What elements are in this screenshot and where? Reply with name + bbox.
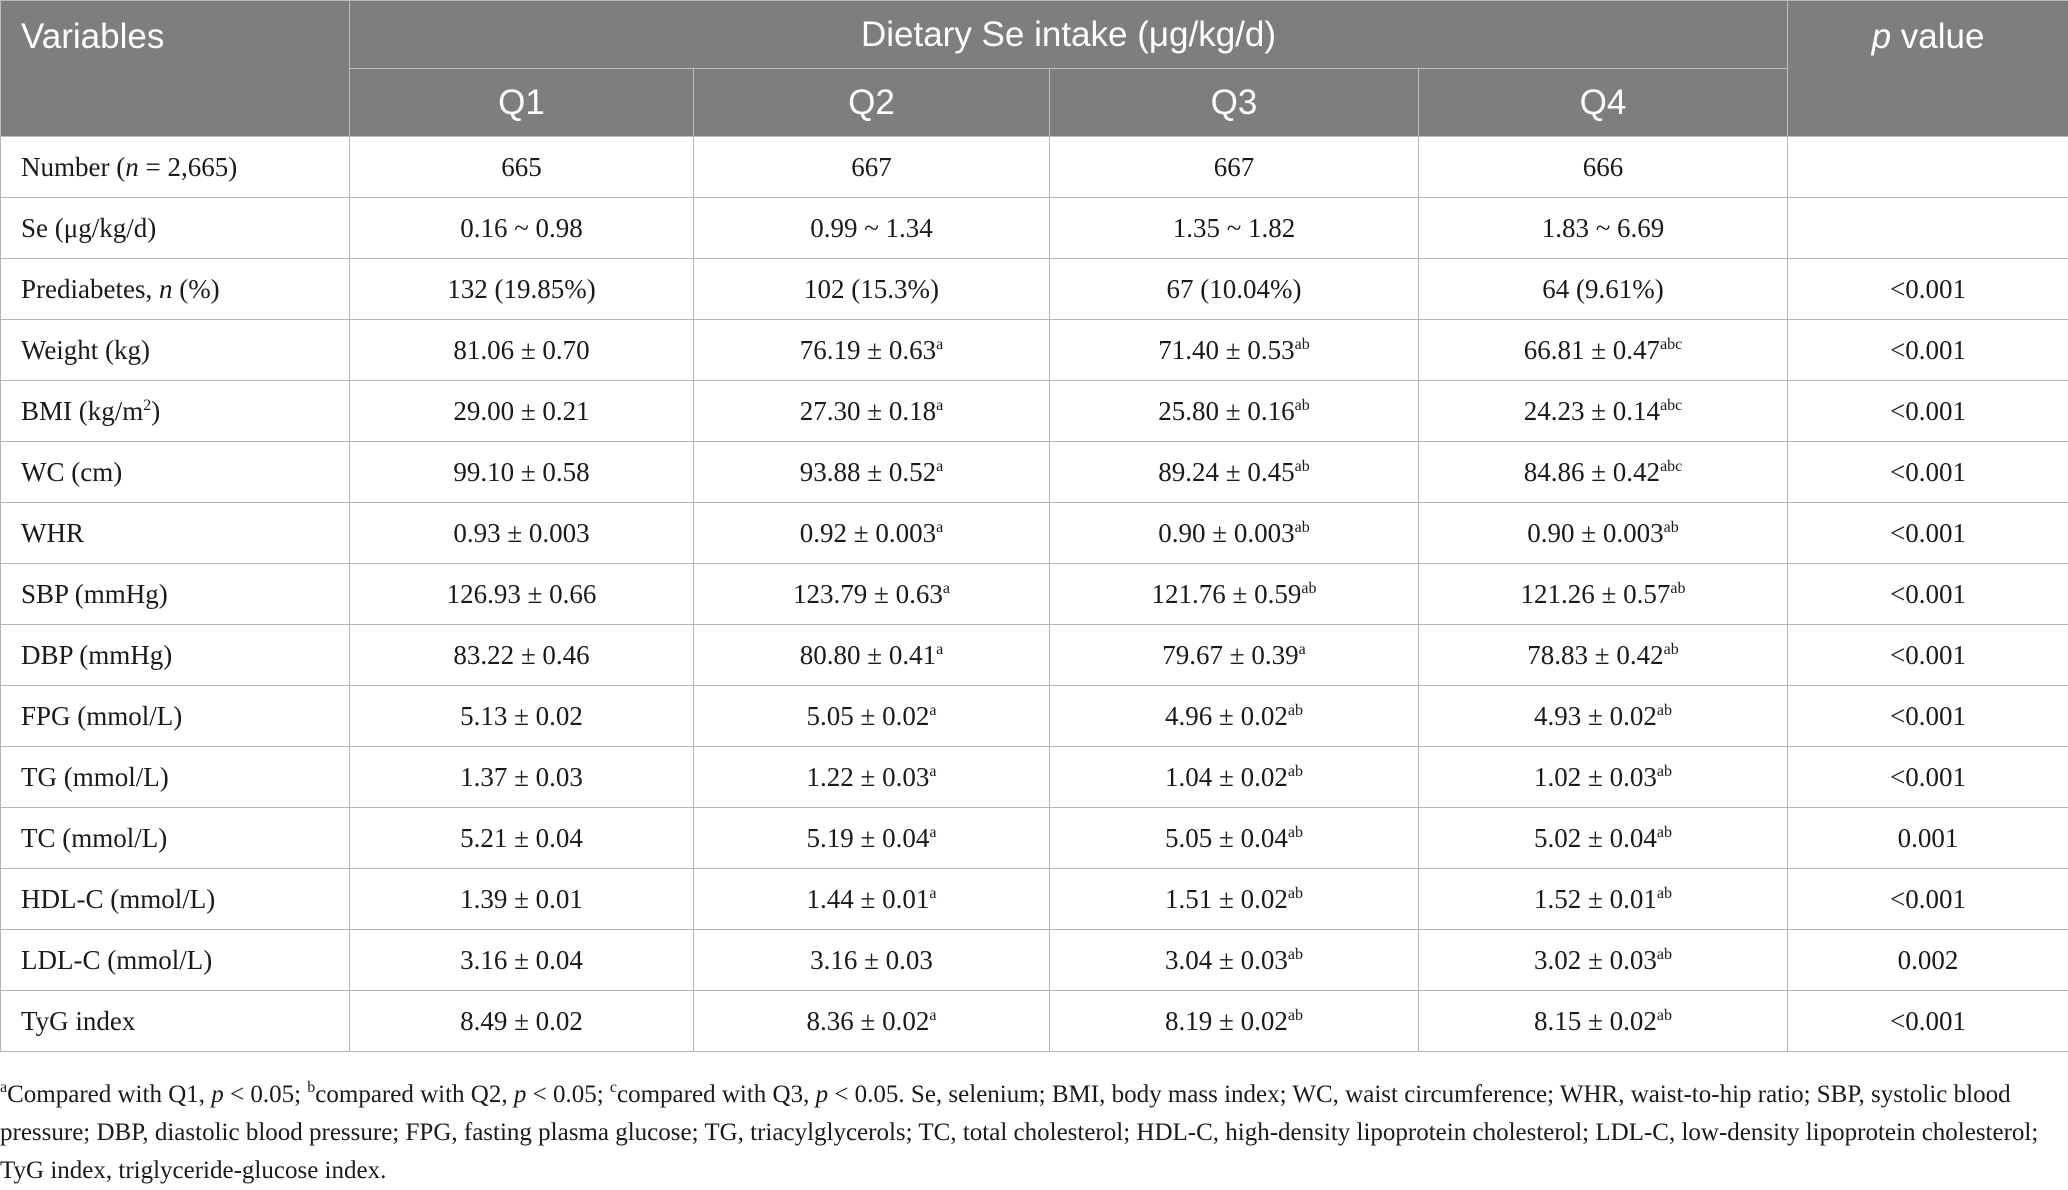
cell-q3: [1050, 991, 1419, 1052]
row-label-tail: ): [151, 395, 161, 426]
row-label: [1, 747, 350, 808]
cell-q1-value: 83.22 ± 0.46: [453, 639, 590, 670]
cell-q2: [694, 747, 1050, 808]
cell-q3-value: 667: [1213, 151, 1255, 182]
cell-q2-value: 1.44 ± 0.01: [806, 883, 930, 914]
cell-q3-value: 71.40 ± 0.53: [1158, 334, 1295, 365]
cell-p-value: <0.001: [1788, 686, 2068, 747]
cell-q4: [1419, 869, 1788, 930]
cell-q4-sup: abc: [1660, 396, 1683, 414]
cell-q4-sup: abc: [1660, 335, 1683, 353]
cell-q4: [1419, 198, 1788, 259]
cell-q2: [694, 381, 1050, 442]
row-label: [1, 564, 350, 625]
cell-q2-sup: a: [936, 396, 944, 414]
row-label: [1, 930, 350, 991]
cell-q4-value: 1.02 ± 0.03: [1534, 761, 1657, 792]
cell-q3-value: 1.51 ± 0.02: [1165, 883, 1288, 914]
cell-q2-value: 8.36 ± 0.02: [806, 1005, 930, 1036]
cell-q3: [1050, 259, 1419, 320]
footnote-part2: < 0.05;: [223, 1081, 308, 1108]
cell-q3: [1050, 686, 1419, 747]
cell-q4-sup: ab: [1656, 1006, 1672, 1024]
header-q2: Q2: [694, 69, 1050, 137]
cell-q4-value: 78.83 ± 0.42: [1527, 639, 1664, 670]
footnote-part1: Compared with Q1,: [7, 1081, 212, 1108]
cell-q4-value: 84.86 ± 0.42: [1523, 456, 1661, 487]
header-q3: Q3: [1050, 69, 1419, 137]
cell-q1: [350, 137, 694, 198]
row-label-text: LDL-C (mmol/L): [21, 944, 213, 975]
table-row: [1, 747, 2068, 808]
cell-q2-value: 76.19 ± 0.63: [799, 334, 937, 365]
cell-q3-value: 5.05 ± 0.04: [1165, 822, 1288, 853]
footnote-sup-c: c: [609, 1079, 618, 1096]
cell-p-value: <0.001: [1788, 991, 2068, 1052]
table-row: [1, 137, 2068, 198]
cell-q2: [694, 564, 1050, 625]
cell-q4-value: 1.83 ~ 6.69: [1541, 212, 1665, 243]
footnote-p1: p: [211, 1081, 224, 1108]
cell-p-value: [1788, 198, 2068, 259]
cell-q3-value: 3.04 ± 0.03: [1165, 944, 1288, 975]
cell-q1-value: 665: [501, 151, 542, 182]
cell-q2-value: 1.22 ± 0.03: [806, 761, 930, 792]
cell-q2-sup: a: [936, 640, 944, 658]
row-label-italic: n: [125, 151, 139, 182]
cell-q3: [1050, 808, 1419, 869]
cell-p-value: <0.001: [1788, 625, 2068, 686]
cell-q4-value: 1.52 ± 0.01: [1534, 883, 1657, 914]
cell-q2-value: 80.80 ± 0.41: [799, 639, 937, 670]
row-label: [1, 320, 350, 381]
cell-q2: [694, 198, 1050, 259]
row-label-text: Weight (kg): [21, 334, 151, 365]
footnote-sup-b: b: [307, 1079, 316, 1096]
cell-q4-sup: ab: [1656, 945, 1672, 963]
table-row: [1, 808, 2068, 869]
cell-q1: [350, 930, 694, 991]
row-label-text: Number (: [21, 151, 126, 182]
footnote-p3: p: [815, 1081, 829, 1108]
cell-q2-sup: a: [929, 884, 937, 902]
cell-q2-value: 27.30 ± 0.18: [799, 395, 937, 426]
cell-q2-value: 123.79 ± 0.63: [793, 578, 943, 609]
row-label: [1, 259, 350, 320]
footnote-part5: compared with Q3,: [617, 1081, 816, 1108]
cell-q4-sup: ab: [1656, 823, 1672, 841]
cell-q3-sup: ab: [1294, 518, 1310, 536]
cell-p-value: <0.001: [1788, 747, 2068, 808]
cell-q3-sup: ab: [1287, 823, 1303, 841]
cell-q3-sup: ab: [1287, 701, 1303, 719]
cell-p-value: <0.001: [1788, 320, 2068, 381]
cell-q3-sup: ab: [1287, 945, 1303, 963]
row-label-text: TG (mmol/L): [21, 761, 169, 792]
cell-q2-sup: a: [936, 457, 944, 475]
cell-q2: [694, 442, 1050, 503]
header-p-italic: p: [1871, 17, 1892, 56]
cell-q3-value: 89.24 ± 0.45: [1158, 456, 1295, 487]
table-row: [1, 869, 2068, 930]
row-label-text: WC (cm): [21, 456, 123, 487]
cell-q4-value: 666: [1582, 151, 1624, 182]
table-row: [1, 259, 2068, 320]
header-group: Dietary Se intake (μg/kg/d): [350, 1, 1788, 69]
table-row: [1, 198, 2068, 259]
cell-q4: [1419, 564, 1788, 625]
cell-q4-value: 3.02 ± 0.03: [1534, 944, 1657, 975]
cell-q1: [350, 503, 694, 564]
cell-p-value: 0.001: [1788, 808, 2068, 869]
table-row: [1, 930, 2068, 991]
cell-q1-value: 5.13 ± 0.02: [460, 700, 583, 731]
row-label-text: DBP (mmHg): [21, 639, 173, 670]
row-label-text: HDL-C (mmol/L): [21, 883, 216, 914]
cell-q1-value: 1.37 ± 0.03: [460, 761, 583, 792]
cell-q2: [694, 320, 1050, 381]
cell-q1: [350, 320, 694, 381]
cell-q2: [694, 259, 1050, 320]
header-q1: Q1: [350, 69, 694, 137]
cell-q2-value: 102 (15.3%): [804, 273, 939, 304]
cell-q4-value: 64 (9.61%): [1542, 273, 1664, 304]
cell-q3: [1050, 747, 1419, 808]
cell-q4: [1419, 991, 1788, 1052]
cell-p-value: [1788, 137, 2068, 198]
cell-q1: [350, 869, 694, 930]
cell-q4: [1419, 747, 1788, 808]
cell-p-value: <0.001: [1788, 869, 2068, 930]
cell-q4-sup: ab: [1656, 762, 1672, 780]
cell-q1-value: 1.39 ± 0.01: [460, 883, 583, 914]
row-label-text: Prediabetes,: [21, 273, 159, 304]
cell-q1: [350, 259, 694, 320]
footnote-p2: p: [513, 1081, 527, 1108]
cell-q3: [1050, 137, 1419, 198]
cell-q4-value: 66.81 ± 0.47: [1523, 334, 1661, 365]
cell-q4-value: 4.93 ± 0.02: [1534, 700, 1657, 731]
cell-q3-value: 25.80 ± 0.16: [1158, 395, 1295, 426]
row-label-text: FPG (mmol/L): [21, 700, 183, 731]
cell-q3-sup: ab: [1301, 579, 1317, 597]
cell-q2-value: 3.16 ± 0.03: [810, 944, 933, 975]
cell-q3-sup: a: [1298, 640, 1306, 658]
cell-q4: [1419, 503, 1788, 564]
cell-q4: [1419, 320, 1788, 381]
cell-q1-value: 29.00 ± 0.21: [453, 395, 590, 426]
cell-q4: [1419, 625, 1788, 686]
row-label-text: TC (mmol/L): [21, 822, 168, 853]
cell-q2-sup: a: [929, 1006, 937, 1024]
cell-q1-value: 0.93 ± 0.003: [453, 517, 590, 548]
cell-q2: [694, 625, 1050, 686]
row-label: [1, 503, 350, 564]
row-label: [1, 442, 350, 503]
row-label-text: WHR: [21, 517, 84, 548]
row-label: [1, 869, 350, 930]
cell-q2-sup: a: [929, 762, 937, 780]
cell-q3-sup: ab: [1294, 335, 1310, 353]
header-q4: Q4: [1419, 69, 1788, 137]
cell-q4: [1419, 930, 1788, 991]
header-variables: Variables: [1, 1, 350, 137]
footnote-sup-a: a: [0, 1079, 8, 1096]
cell-q1: [350, 198, 694, 259]
row-label: [1, 625, 350, 686]
cell-q1-value: 132 (19.85%): [447, 273, 596, 304]
cell-q3-value: 4.96 ± 0.02: [1165, 700, 1288, 731]
cell-q3-sup: ab: [1294, 396, 1310, 414]
cell-q2: [694, 808, 1050, 869]
table-row: [1, 442, 2068, 503]
cell-q4-sup: ab: [1656, 701, 1672, 719]
cell-q1-value: 81.06 ± 0.70: [453, 334, 590, 365]
row-label: [1, 381, 350, 442]
footnote-part6: < 0.05. Se, selenium; BMI, body mass index; WC, waist circumference; WHR, waist-to-hip ratio; SBP, systolic blood pressure; DBP, diastolic blood pressure; FPG, fasting plasma glucose; TG, triacylglycerols; TC, total cholesterol; HDL-C, high-density lipoprotein cholesterol; LDL-C, low-density lipoprotein cholesterol; TyG index, triglyceride-glucose index.: [0, 1081, 2039, 1184]
cell-q4-value: 121.26 ± 0.57: [1520, 578, 1671, 609]
cell-q4-sup: ab: [1670, 579, 1686, 597]
cell-q3-sup: ab: [1287, 884, 1303, 902]
cell-q3-value: 1.04 ± 0.02: [1165, 761, 1288, 792]
row-label-text: SBP (mmHg): [21, 578, 168, 609]
row-label-sup: 2: [143, 396, 152, 414]
header-p-value: [1788, 1, 2068, 137]
cell-q3-sup: ab: [1294, 457, 1310, 475]
cell-q1-value: 5.21 ± 0.04: [460, 822, 583, 853]
footnote-part3: compared with Q2,: [315, 1081, 514, 1108]
table-row: [1, 991, 2068, 1052]
row-label: [1, 991, 350, 1052]
cell-q4-sup: abc: [1660, 457, 1683, 475]
header-p-rest: value: [1891, 17, 1985, 56]
cell-q1: [350, 808, 694, 869]
table-row: [1, 381, 2068, 442]
row-label-tail: = 2,665): [138, 151, 238, 182]
cell-q1-value: 0.16 ~ 0.98: [460, 212, 583, 243]
cell-q3: [1050, 564, 1419, 625]
cell-q4: [1419, 442, 1788, 503]
cell-q3-value: 67 (10.04%): [1166, 273, 1302, 304]
row-label: [1, 137, 350, 198]
row-label: [1, 808, 350, 869]
cell-q2-sup: a: [936, 518, 944, 536]
cell-q2: [694, 503, 1050, 564]
cell-q3: [1050, 869, 1419, 930]
cell-q2-value: 5.19 ± 0.04: [806, 822, 930, 853]
cell-q4-sup: ab: [1663, 518, 1679, 536]
cell-q3-value: 8.19 ± 0.02: [1165, 1005, 1288, 1036]
cell-q2: [694, 137, 1050, 198]
cell-q3: [1050, 198, 1419, 259]
cell-q3: [1050, 442, 1419, 503]
table-body: [1, 137, 2068, 1052]
cell-q4: [1419, 808, 1788, 869]
cell-p-value: <0.001: [1788, 381, 2068, 442]
cell-q1: [350, 686, 694, 747]
cell-q1: [350, 991, 694, 1052]
cell-q4: [1419, 686, 1788, 747]
row-label: [1, 686, 350, 747]
cell-q2-value: 0.99 ~ 1.34: [810, 212, 933, 243]
row-label-text: BMI (kg/m: [21, 395, 144, 426]
cell-q4-value: 5.02 ± 0.04: [1534, 822, 1657, 853]
cell-q1-value: 3.16 ± 0.04: [460, 944, 583, 975]
row-label: [1, 198, 350, 259]
cell-q3: [1050, 503, 1419, 564]
cell-q2-value: 667: [851, 151, 892, 182]
cell-p-value: <0.001: [1788, 259, 2068, 320]
cell-q2: [694, 991, 1050, 1052]
table-row: [1, 625, 2068, 686]
cell-q2-sup: a: [929, 701, 937, 719]
cell-q3-value: 0.90 ± 0.003: [1158, 517, 1295, 548]
table-footnote: [0, 1076, 2060, 1190]
cell-q4: [1419, 381, 1788, 442]
cell-q4-sup: ab: [1663, 640, 1679, 658]
cell-q3: [1050, 320, 1419, 381]
cell-q3-value: 121.76 ± 0.59: [1151, 578, 1302, 609]
cell-q1: [350, 747, 694, 808]
cell-q2: [694, 686, 1050, 747]
cell-q3: [1050, 930, 1419, 991]
cell-q3: [1050, 625, 1419, 686]
cell-q1: [350, 625, 694, 686]
cell-q3-sup: ab: [1287, 762, 1303, 780]
table-row: [1, 686, 2068, 747]
cell-q2-sup: a: [942, 579, 950, 597]
row-label-italic: n: [158, 273, 173, 304]
table-row: [1, 564, 2068, 625]
cell-q2-sup: a: [929, 823, 937, 841]
row-label-text: TyG index: [21, 1005, 136, 1036]
cell-q1: [350, 381, 694, 442]
cell-q4-value: 8.15 ± 0.02: [1534, 1005, 1657, 1036]
cell-q2-sup: a: [936, 335, 944, 353]
cell-q4: [1419, 259, 1788, 320]
cell-q2: [694, 869, 1050, 930]
cell-q2-value: 93.88 ± 0.52: [799, 456, 937, 487]
table-row: [1, 503, 2068, 564]
cell-q3-value: 79.67 ± 0.39: [1162, 639, 1299, 670]
cell-q1-value: 126.93 ± 0.66: [446, 578, 597, 609]
cell-q3: [1050, 381, 1419, 442]
cell-q3-sup: ab: [1287, 1006, 1303, 1024]
cell-p-value: 0.002: [1788, 930, 2068, 991]
cell-q2: [694, 930, 1050, 991]
row-label-text: Se (μg/kg/d): [21, 212, 157, 243]
cell-q1: [350, 442, 694, 503]
cell-q1: [350, 564, 694, 625]
cell-p-value: <0.001: [1788, 564, 2068, 625]
footnote-part4: < 0.05;: [526, 1081, 610, 1108]
cell-q1-value: 8.49 ± 0.02: [460, 1005, 583, 1036]
cell-p-value: <0.001: [1788, 442, 2068, 503]
cell-q4-value: 0.90 ± 0.003: [1527, 517, 1664, 548]
cell-q2-value: 0.92 ± 0.003: [799, 517, 937, 548]
table-row: [1, 320, 2068, 381]
cell-q2-value: 5.05 ± 0.02: [806, 700, 930, 731]
cell-q4-value: 24.23 ± 0.14: [1523, 395, 1661, 426]
row-label-tail: (%): [172, 273, 220, 304]
cell-q4-sup: ab: [1656, 884, 1672, 902]
cell-q4: [1419, 137, 1788, 198]
cell-p-value: <0.001: [1788, 503, 2068, 564]
cell-q1-value: 99.10 ± 0.58: [453, 456, 590, 487]
cell-q3-value: 1.35 ~ 1.82: [1172, 212, 1296, 243]
